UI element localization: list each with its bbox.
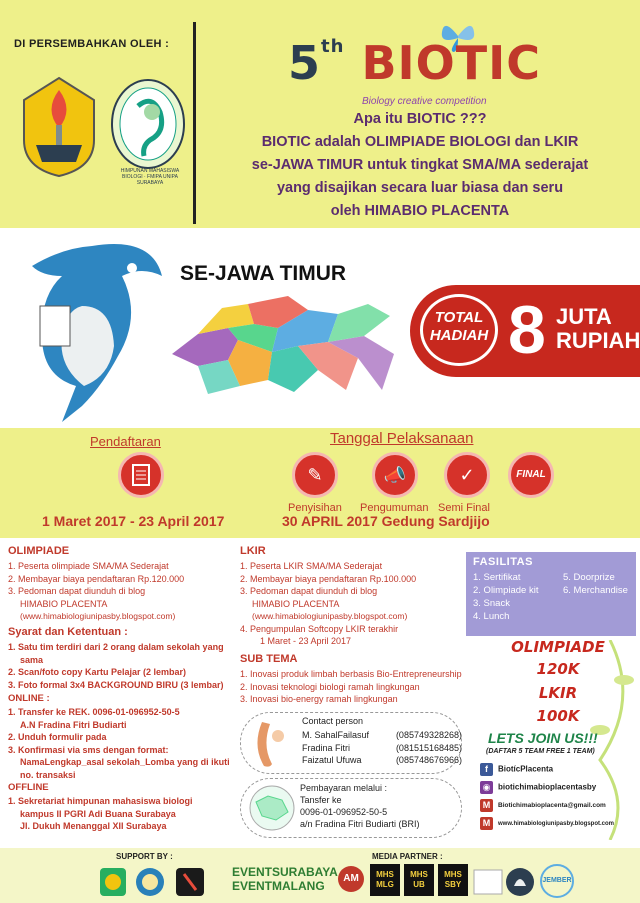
semifinal-icon: ✓ — [444, 452, 490, 498]
list-item: HIMABIO PLACENTA — [252, 598, 340, 609]
registration-form-icon — [118, 452, 164, 498]
olimpiade-price: 120K — [536, 660, 580, 678]
web-icon: M — [480, 817, 493, 830]
online-title: ONLINE : — [8, 693, 50, 704]
list-item: kampus II PGRI Adi Buana Surabaya — [20, 808, 176, 819]
intro-line-3: yang disajikan secara luar biasa dan seru — [276, 180, 564, 196]
prize-number: 8 — [508, 292, 546, 368]
list-item: 4. Pengumpulan Softcopy LKIR terakhir — [240, 623, 399, 634]
contact-row — [302, 742, 462, 755]
list-item: HIMABIO PLACENTA — [20, 598, 108, 609]
fasilitas-title: FASILITAS — [473, 556, 533, 568]
event-name: BIOTIC — [361, 36, 541, 90]
list-item: 2. Olimpiade kit — [473, 585, 539, 596]
east-java-map — [168, 294, 400, 406]
pencil-icon: ✎ — [292, 452, 338, 498]
subtema-title: SUB TEMA — [240, 653, 298, 665]
sponsor-logos — [98, 864, 228, 900]
list-item: sama — [20, 654, 44, 665]
list-item: 3. Inovasi bio-energy ramah lingkungan — [240, 694, 398, 704]
region-label: SE-JAWA TIMUR — [180, 262, 347, 285]
offline-list — [8, 795, 240, 833]
contact-illustration — [248, 716, 292, 770]
list-item: 1. Peserta olimpiade SMA/MA Sederajat — [8, 561, 169, 571]
media-partner-label: MEDIA PARTNER : — [372, 852, 443, 861]
list-item: 3. Pedoman dapat diunduh di blog — [240, 586, 378, 596]
list-item: 2. Scan/foto copy Kartu Pelajar (2 lembar) — [8, 667, 187, 677]
rules-title: Syarat dan Ketentuan : — [8, 626, 128, 638]
web-address: www.himabiologiunipasby.blogspot.com — [498, 821, 615, 828]
list-item: A.N Fradina Fitri Budiarti — [20, 719, 127, 730]
mail-icon: M — [480, 799, 493, 812]
presented-by-label: DI PERSEMBAHKAN OLEH : — [14, 38, 170, 50]
lkir-title: LKIR — [240, 545, 266, 557]
list-item: 3. Konfirmasi via sms dengan format: — [8, 744, 169, 755]
social-blog[interactable] — [480, 781, 596, 794]
payment-line: 0096-01-096952-50-5 — [300, 807, 388, 817]
lkir-price: 100K — [536, 707, 580, 725]
event-title — [288, 36, 541, 90]
intro-line-2: se-JAWA TIMUR untuk tingkat SMA/MA sederajat — [251, 157, 589, 173]
eventsurabaya-logo: EVENTSURABAYA — [232, 865, 338, 879]
list-item: 1 Maret - 23 April 2017 — [260, 636, 352, 646]
list-item: 2. Membayar biaya pendaftaran Rp.100.000 — [240, 573, 417, 584]
lkir-price-label: LKIR — [538, 684, 578, 702]
mhs-ub-logo: MHS UB — [404, 864, 434, 896]
social-email[interactable] — [480, 799, 606, 812]
payment-line: Pembayaran melalui : — [300, 783, 388, 793]
list-item: 1. Sekretariat himpunan mahasiswa biologi — [8, 796, 193, 806]
list-item: 1. Transfer ke REK. 0096-01-096952-50-5 — [8, 707, 180, 717]
media-partner-logos — [472, 864, 538, 898]
offline-title: OFFLINE — [8, 782, 49, 793]
email-address: Biotichimabioplacenta@gmail.com — [498, 802, 606, 810]
event-subtitle: Biology creative competition — [362, 96, 487, 107]
registration-dates: 1 Maret 2017 - 23 April 2017 — [42, 513, 225, 529]
contact-row — [302, 729, 462, 742]
list-item: Jl. Dukuh Menanggal XII Surabaya — [20, 821, 167, 831]
edition-suffix: th — [321, 36, 345, 57]
social-facebook[interactable] — [480, 763, 553, 776]
contact-title: Contact person — [302, 716, 364, 726]
list-item: (www.himabiologiunipasby.blogspot.com) — [20, 611, 176, 621]
payment-info — [300, 782, 460, 830]
execution-label: Tanggal Pelaksanaan — [330, 430, 474, 447]
mhs-mlg-logo: MHS MLG — [370, 864, 400, 896]
fasilitas-right — [563, 571, 628, 623]
list-item: 4. Lunch — [473, 611, 510, 622]
social-web[interactable] — [480, 817, 614, 830]
list-item: 3. Snack — [473, 598, 510, 609]
facebook-icon: f — [480, 763, 493, 776]
intro-line-4: oleh HIMABIO PLACENTA — [330, 203, 510, 219]
olimpiade-title: OLIMPIADE — [8, 545, 70, 557]
header-divider — [193, 22, 196, 224]
intro-question: Apa itu BIOTIC ??? — [353, 111, 487, 127]
list-item: 2. Unduh formulir pada — [8, 732, 107, 742]
blog-icon: ◉ — [480, 781, 493, 794]
intro-text — [205, 108, 635, 223]
rules-list — [8, 641, 240, 691]
total-hadiah-badge — [420, 294, 498, 366]
stage-semifinal: Semi Final — [438, 502, 490, 514]
join-us: LETS JOIN US!!! — [488, 730, 598, 746]
list-item: 3. Foto formal 3x4 BACKGROUND BIRU (3 lembar) — [8, 679, 224, 690]
contact-name: Fradina Fitri — [302, 742, 351, 753]
olimpiade-list — [8, 560, 236, 623]
dolphin-mascot — [22, 236, 172, 426]
final-badge: FINAL — [508, 452, 554, 498]
university-logo — [14, 70, 104, 180]
contact-row — [302, 754, 462, 767]
list-item: no. transaksi — [20, 769, 76, 780]
himabio-logo — [108, 76, 188, 172]
list-item: 2. Membayar biaya pendaftaran Rp.120.000 — [8, 573, 185, 584]
intro-line-1: BIOTIC adalah OLIMPIADE BIOLOGI dan LKIR — [261, 134, 579, 150]
facebook-name: BiotícPlacenta — [498, 764, 554, 774]
am-logo: AM — [338, 866, 364, 892]
list-item: 2. Inovasi teknologi biologi ramah lingkungan — [240, 681, 420, 692]
jember-logo: JEMBER — [540, 864, 574, 898]
contact-phone[interactable]: (085748676966) — [395, 755, 462, 765]
hadiah-label: HADIAH — [429, 327, 489, 344]
himabio-logo-text: HIMPUNAN MAHASISWA BIOLOGI · FMIPA UNIPA SURABAYA — [120, 168, 180, 186]
prize-unit-juta: JUTA — [556, 304, 612, 329]
list-item: 1. Satu tim terdiri dari 2 orang dalam sekolah yang — [8, 642, 224, 652]
event-date: 30 APRIL 2017 Gedung Sardjijo — [282, 513, 490, 529]
payment-line: Tansfer ke — [300, 795, 342, 805]
stage-penyisihan: Penyisihan — [288, 502, 342, 514]
promo-text: (DAFTAR 5 TEAM FREE 1 TEAM) — [486, 748, 595, 755]
lkir-list — [240, 560, 462, 648]
blog-name: biotichimabioplacentasby — [498, 782, 597, 792]
stage-pengumuman: Pengumuman — [360, 502, 429, 514]
list-item: NamaLengkap_asal sekolah_Lomba yang di ikuti — [20, 757, 230, 767]
contact-list — [302, 729, 462, 767]
mhs-sby-logo: MHS SBY — [438, 864, 468, 896]
support-label: SUPPORT BY : — [116, 852, 173, 861]
fasilitas-box — [466, 552, 636, 636]
list-item: 5. Doorprize — [563, 572, 615, 583]
megaphone-icon: 📣 — [372, 452, 418, 498]
total-label: TOTAL — [434, 309, 484, 326]
payment-line: a/n Fradina Fitri Budiarti (BRI) — [300, 819, 420, 829]
online-list — [8, 706, 240, 781]
list-item: 3. Pedoman dapat diunduh di blog — [8, 586, 146, 596]
list-item: (www.himabiologiunipasby.blogspot.com) — [252, 611, 408, 621]
prize-unit — [556, 305, 640, 353]
prize-unit-rupiah: RUPIAH — [556, 328, 640, 353]
contact-phone[interactable]: (085749328268) — [395, 730, 462, 740]
list-item: 1. Peserta LKIR SMA/MA Sederajat — [240, 561, 383, 571]
contact-name: Faizatul Ufuwa — [302, 755, 362, 765]
eventmalang-logo: EVENTMALANG — [232, 879, 325, 893]
olimpiade-price-label: OLIMPIADE — [511, 638, 605, 656]
fasilitas-left — [473, 571, 563, 623]
payment-map-illustration — [248, 782, 296, 834]
contact-phone[interactable]: (081515168485) — [395, 742, 462, 753]
list-item: 1. Sertifikat — [473, 572, 521, 583]
list-item: 6. Merchandise — [563, 585, 628, 596]
registration-label: Pendaftaran — [90, 434, 161, 449]
edition-number: 5 — [288, 36, 322, 90]
contact-name: M. SahalFailasuf — [302, 730, 370, 740]
list-item: 1. Inovasi produk limbah berbasis Bio-Entrepreneurship — [240, 669, 462, 679]
